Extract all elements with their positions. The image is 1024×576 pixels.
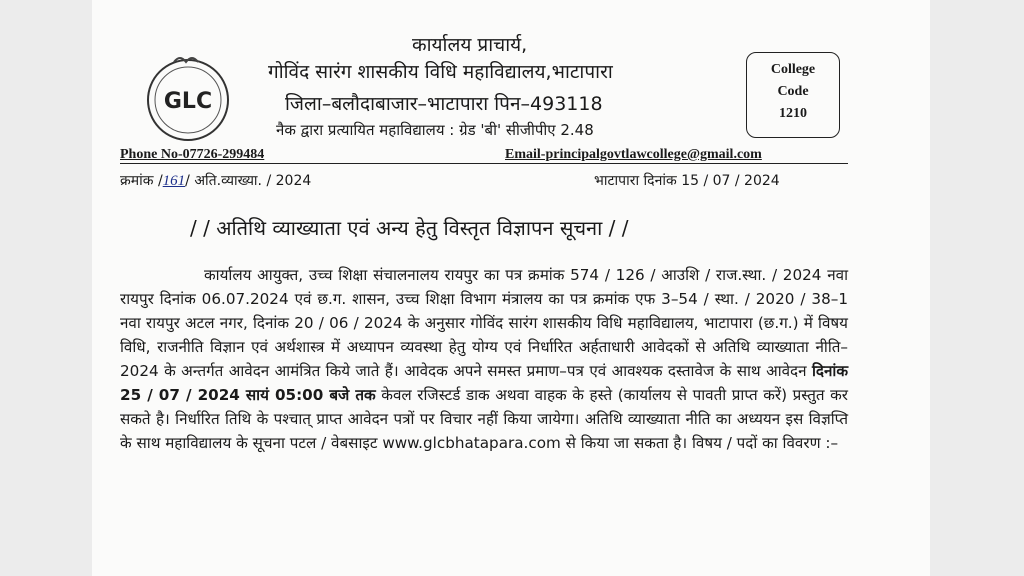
header-divider <box>120 163 848 164</box>
college-code-label-1: College <box>770 62 816 77</box>
reference-handwritten-number: 161 <box>162 173 186 189</box>
email-address: Email-principalgovtlawcollege@gmail.com <box>505 147 762 162</box>
notice-heading: / / अतिथि व्याख्याता एवं अन्य हेतु विस्तृत विज्ञापन सूचना / / <box>190 216 629 240</box>
notice-body <box>120 263 848 455</box>
college-code-label-2: Code <box>777 84 809 99</box>
college-name: गोविंद सारंग शासकीय विधि महाविद्यालय,भाटापारा <box>268 61 613 83</box>
reference-prefix: क्रमांक / <box>120 173 163 189</box>
college-logo <box>140 52 236 144</box>
issue-date: भाटापारा दिनांक 15 / 07 / 2024 <box>594 173 780 189</box>
reference-suffix: / अति.व्याख्या. / 2024 <box>185 173 312 189</box>
college-code-box <box>746 52 840 138</box>
address-line: जिला–बलौदाबाजार–भाटापारा पिन–493118 <box>285 93 603 115</box>
reference-number <box>120 171 311 190</box>
phone-number: Phone No-07726-299484 <box>120 147 265 162</box>
logo-text: GLC <box>163 89 213 114</box>
application-deadline: दिनांक 25 / 07 / 2024 सायं 05:00 बजे तक <box>120 362 848 404</box>
office-title: कार्यालय प्राचार्य, <box>412 34 528 56</box>
body-text-part-1: कार्यालय आयुक्त, उच्च शिक्षा संचालनालय रायपुर का पत्र क्रमांक 574 / 126 / आउशि / राज.स्था. / 2024 नवा रायपुर दिनांक 06.07.2024 एवं छ.ग. शासन, उच्च शिक्षा विभाग मंत्रालय का पत्र क्रमांक एफ 3–54 / स्था. / 2020 / 38–1 नवा रायपुर अटल नगर, दिनांक 20 / 06 / 2024 के अनुसार गोविंद सारंग शासकीय विधि महाविद्यालय, भाटापारा (छ.ग.) में विषय विधि, राजनीति विज्ञान एवं अर्थशास्त्र में अध्यापन व्यवस्था हेतु योग्य एवं निर्धारित अर्हताधारी आवेदकों से अतिथि व्याख्याता नीति–2024 के अन्तर्गत आवेदन आमंत्रित किये जाते हैं। आवेदक अपने समस्त प्रमाण–पत्र एवं आवश्यक दस्तावेज के साथ आवेदन <box>120 266 848 380</box>
accreditation-line: नैक द्वारा प्रत्यायित महाविद्यालय : ग्रेड 'बी' सीजीपीए 2.48 <box>276 121 594 139</box>
college-code-value: 1210 <box>779 106 807 121</box>
body-text-part-2: केवल रजिस्टर्ड डाक अथवा वाहक के हस्ते (कार्यालय से पावती प्राप्त करें) प्रस्तुत कर सकते है। निर्धारित तिथि के पश्चात् प्राप्त आवेदन पत्रों पर विचार नहीं किया जायेगा। अतिथि व्याख्याता नीति का अध्ययन इस विज्ञप्ति के साथ महाविद्यालय के सूचना पटल / वेबसाइट www.glcbhatapara.com से किया जा सकता है। विषय / पदों का विवरण :– <box>120 386 848 452</box>
